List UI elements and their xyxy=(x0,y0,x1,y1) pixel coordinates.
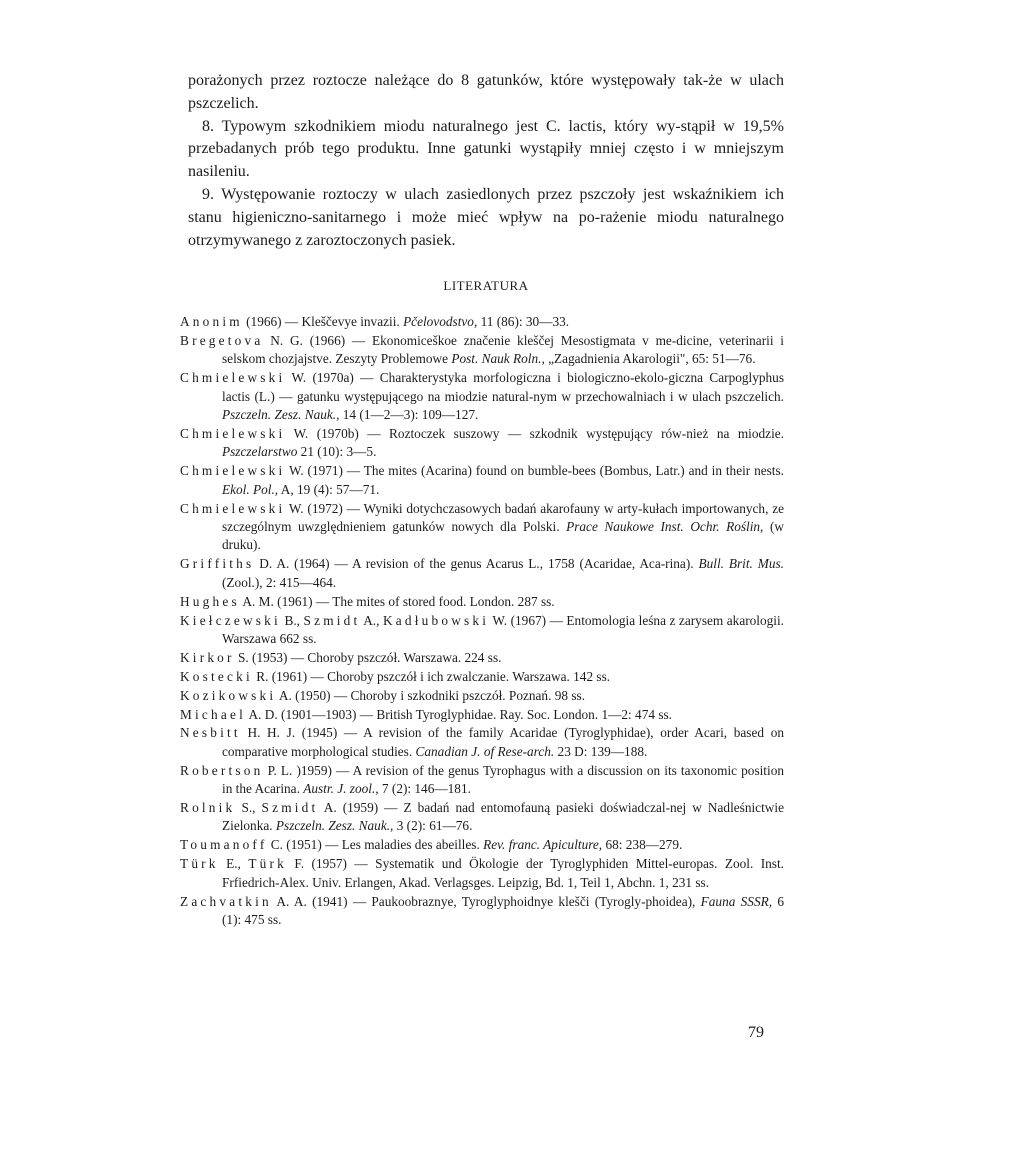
reference-entry xyxy=(180,555,784,592)
reference-text: A. M. (1961) — The mites of stored food. London. 287 ss. xyxy=(239,593,555,609)
reference-text: S., xyxy=(235,800,262,816)
reference-journal: Prace Naukowe Inst. Ochr. Roślin, xyxy=(566,518,764,534)
reference-author: Szmidt xyxy=(303,612,361,628)
reference-author: Türk xyxy=(180,856,219,872)
reference-journal: Pszczeln. Zesz. Nauk., xyxy=(222,407,340,423)
reference-text: (w druku). xyxy=(222,518,784,553)
reference-author: Chmielewski xyxy=(180,463,286,479)
reference-author: Chmielewski xyxy=(180,500,286,516)
reference-journal: Pszczeln. Zesz. Nauk., xyxy=(275,818,394,834)
reference-entry xyxy=(180,724,784,761)
reference-text: A. (1950) — Choroby i szkodniki pszczół. Poznań. 98 ss. xyxy=(276,687,586,703)
reference-entry xyxy=(180,462,784,499)
reference-text: 14 (1—2—3): 109—127. xyxy=(339,407,479,423)
reference-text: 23 D: 139—188. xyxy=(554,743,648,759)
reference-entry xyxy=(180,799,784,836)
reference-text: C. (1951) — Les maladies des abeilles. xyxy=(267,837,484,853)
reference-text: S. (1953) — Choroby pszczół. Warszawa. 224 ss. xyxy=(234,649,502,665)
reference-list xyxy=(180,313,784,930)
reference-author: Kiełczewski xyxy=(180,612,281,628)
reference-entry xyxy=(180,706,784,724)
reference-text: A. D. (1901—1903) — British Tyroglyphidae. Ray. Soc. London. 1—2: 474 ss. xyxy=(245,706,673,722)
reference-text: W. (1972) — Wyniki dotychczasowych badań akarofauny w arty-kułach importowanych, ze szczególnym uwzględnieniem gatunków nowych dla Polski. xyxy=(222,500,784,534)
reference-author: Kostecki xyxy=(180,668,253,684)
reference-text: 68: 238—279. xyxy=(602,837,683,853)
reference-text: 21 (10): 3—5. xyxy=(297,444,377,460)
reference-text: R. (1961) — Choroby pszczół i ich zwalczanie. Warszawa. 142 ss. xyxy=(252,668,611,684)
reference-entry xyxy=(180,369,784,424)
reference-entry xyxy=(180,612,784,649)
reference-author: Zachvatkin xyxy=(180,893,272,909)
reference-text: (Zool.), 2: 415—464. xyxy=(222,574,337,590)
reference-text: 7 (2): 146—181. xyxy=(378,781,471,797)
reference-entry xyxy=(180,668,784,686)
reference-text: W. (1970a) — Charakterystyka morfologiczna i biologiczno-ekolo-giczna Carpoglyphus lactis (L.) — gatunku występującego na miodzie natural-nym w przechowalniach i w ulach pszczelich. xyxy=(222,370,784,404)
reference-entry xyxy=(180,836,784,854)
reference-author: Szmidt xyxy=(261,800,319,816)
reference-journal: Pszczelarstwo xyxy=(222,444,298,460)
reference-entry xyxy=(180,332,784,369)
reference-text: 11 (86): 30—33. xyxy=(477,314,570,329)
reference-author: Chmielewski xyxy=(180,370,286,386)
reference-entry xyxy=(180,893,784,930)
reference-text: 6 (1): 475 ss. xyxy=(222,893,785,927)
reference-author: Kozikowski xyxy=(180,687,277,703)
reference-author: Toumanoff xyxy=(180,837,268,853)
reference-text: H. H. J. (1945) — A revision of the family Acaridae (Tyroglyphidae), order Acari, based on comparative morphological studies. xyxy=(222,725,784,759)
reference-author: Chmielewski xyxy=(180,425,286,441)
reference-text: (1966) — Kleščevye invazii. xyxy=(242,314,404,329)
reference-text: F. (1957) — Systematik und Ökologie der Tyroglyphiden Mittel-europas. Zool. Inst. Frfiedrich-Alex. Univ. Erlangen, Akad. Verlagsges. Leipzig, Bd. 1, Teil 1, Abchn. 1, 231 ss. xyxy=(222,856,784,890)
reference-entry xyxy=(180,649,784,667)
reference-journal: Canadian J. of Rese-arch. xyxy=(415,743,555,759)
reference-author: Hughes xyxy=(180,593,240,609)
conclusion-item-9: 9. Występowanie roztoczy w ulach zasiedlonych przez pszczoły jest wskaźnikiem ich stanu higieniczno-sanitarnego i może mieć wpływ na po-rażenie miodu naturalnego otrzymywanego z zaroztoczonych pasiek. xyxy=(188,185,784,249)
reference-author: Griffiths xyxy=(180,556,255,572)
reference-entry xyxy=(180,762,784,799)
section-title: LITERATURA xyxy=(443,278,529,293)
reference-author: Anonim xyxy=(180,314,243,329)
reference-text: A., xyxy=(360,612,383,628)
reference-entry xyxy=(180,425,784,462)
reference-text: 3 (2): 61—76. xyxy=(393,818,473,834)
reference-author: Nesbitt xyxy=(180,725,241,741)
reference-text: A, 19 (4): 57—71. xyxy=(278,481,380,497)
reference-journal: Ekol. Pol., xyxy=(222,481,279,497)
reference-entry xyxy=(180,593,784,611)
reference-entry xyxy=(180,855,784,892)
reference-text: W. (1971) — The mites (Acarina) found on bumble-bees (Bombus, Latr.) and in their nests. xyxy=(285,463,784,479)
reference-journal: Post. Nauk Roln., xyxy=(451,351,545,367)
reference-journal: Bull. Brit. Mus. xyxy=(698,556,784,572)
paragraph-continuation: porażonych przez roztocze należące do 8 gatunków, które występowały tak-że w ulach pszczelich. xyxy=(188,72,784,112)
reference-author: Kirkor xyxy=(180,649,235,665)
reference-text: N. G. (1966) — Ekonomiceškoe značenie kleščej Mesostigmata v me-dicine, veterinarii i selskom chozjajstve. Zeszyty Problemowe xyxy=(222,332,784,367)
reference-entry xyxy=(180,500,784,555)
reference-text: W. (1970b) — Roztoczek suszowy — szkodnik występujący rów-nież na miodzie. xyxy=(285,425,784,441)
reference-text: „Zagadnienia Akarologii", 65: 51—76. xyxy=(544,351,756,367)
reference-text: A. (1959) — Z badań nad entomofauną pasieki doświadczal-nej w Nadleśnictwie Zielonka. xyxy=(222,800,784,834)
reference-text: W. (1967) — Entomologia leśna z zarysem akarologii. Warszawa 662 ss. xyxy=(222,612,785,646)
reference-author: Rolnik xyxy=(180,800,236,816)
conclusion-item-8: 8. Typowym szkodnikiem miodu naturalnego jest C. lactis, który wy-stąpił w 19,5% przebadanych prób tego produktu. Inne gatunki wystąpiły mniej często i w mniejszym nasileniu. xyxy=(188,117,784,181)
reference-author: Bregetova xyxy=(180,332,264,348)
reference-author: Michael xyxy=(180,706,246,722)
reference-journal: Pčelovodstvo, xyxy=(403,314,478,329)
reference-author: Kadłubowski xyxy=(383,612,490,628)
reference-text: D. A. (1964) — A revision of the genus Acarus L., 1758 (Acaridae, Aca-rina). xyxy=(254,556,699,572)
reference-text: B., xyxy=(280,612,304,628)
reference-journal: Rev. franc. Apiculture, xyxy=(483,837,603,853)
reference-text: P. L. )1959) — A revision of the genus Tyrophagus with a discussion on its taxonomic position in the Acarina. xyxy=(222,762,784,797)
page-number: 79 xyxy=(748,1024,764,1041)
reference-journal: Austr. J. zool., xyxy=(303,781,379,797)
reference-entry xyxy=(180,313,784,331)
reference-journal: Fauna SSSR, xyxy=(700,893,773,909)
reference-text: E., xyxy=(218,856,249,872)
reference-author: Türk xyxy=(248,856,287,872)
reference-text: A. A. (1941) — Paukoobraznye, Tyroglyphoidnye klešči (Tyrogly-phoidea), xyxy=(271,893,701,909)
reference-entry xyxy=(180,687,784,705)
body-text xyxy=(188,70,784,252)
reference-author: Robertson xyxy=(180,762,264,778)
